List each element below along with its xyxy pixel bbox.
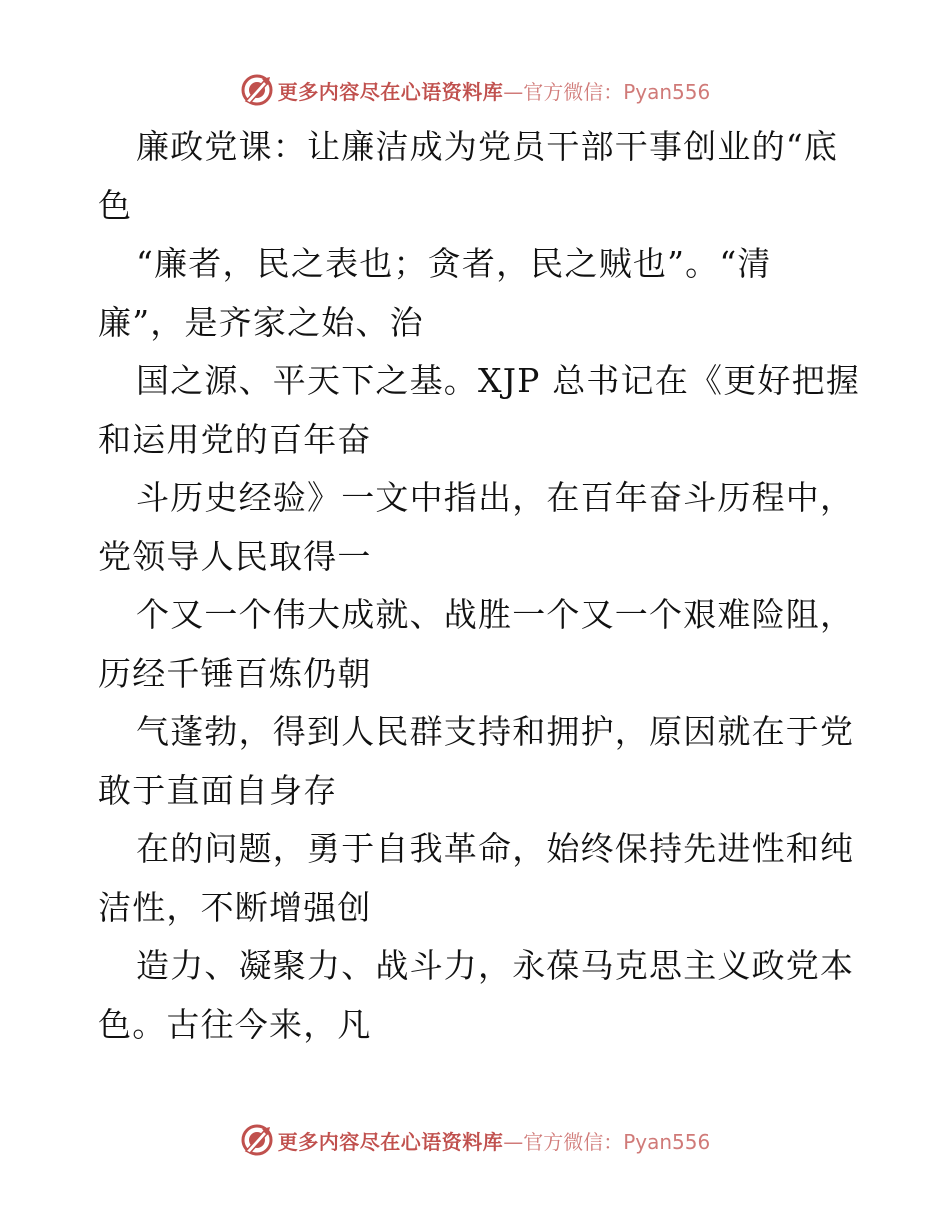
banner-contact: —官方微信：Pyan556 bbox=[503, 79, 711, 104]
quill-seal-icon bbox=[240, 73, 274, 107]
text-line: “廉者，民之表也；贪者，民之贼也”。“清 bbox=[136, 244, 772, 283]
text-line: 气蓬勃，得到人民群支持和拥护，原因就在于党 bbox=[136, 712, 855, 751]
text-line: 个又一个伟大成就、战胜一个又一个艰难险阻， bbox=[136, 595, 855, 634]
text-line: 在的问题，勇于自我革命，始终保持先进性和纯 bbox=[136, 829, 855, 868]
banner-text: 更多内容尽在心语资料库 bbox=[277, 79, 504, 104]
text-line: 廉政党课：让廉洁成为党员干部干事创业的“底 bbox=[136, 127, 839, 166]
banner-contact: —官方微信：Pyan556 bbox=[503, 1129, 711, 1154]
quill-seal-icon bbox=[240, 1123, 274, 1157]
text-line: 斗历史经验》一文中指出，在百年奋斗历程中， bbox=[136, 478, 855, 517]
text-line: 色。古往今来，凡 bbox=[98, 1004, 372, 1044]
text-line: 洁性，不断增强创 bbox=[98, 887, 372, 927]
footer-banner bbox=[0, 1120, 950, 1160]
text-line: 历经千锤百炼仍朝 bbox=[98, 653, 372, 693]
text-line: 敢于直面自身存 bbox=[98, 770, 338, 810]
text-line: 色 bbox=[98, 185, 133, 225]
text-line: 廉”，是齐家之始、治 bbox=[98, 302, 424, 342]
header-banner bbox=[0, 70, 950, 110]
text-line: 国之源、平天下之基。XJP 总书记在《更好把握 bbox=[136, 361, 861, 400]
text-line: 和运用党的百年奋 bbox=[98, 419, 372, 459]
document-body bbox=[98, 118, 861, 1054]
banner-text: 更多内容尽在心语资料库 bbox=[277, 1129, 504, 1154]
text-line: 党领导人民取得一 bbox=[98, 536, 372, 576]
text-line: 造力、凝聚力、战斗力，永葆马克思主义政党本 bbox=[136, 946, 855, 985]
